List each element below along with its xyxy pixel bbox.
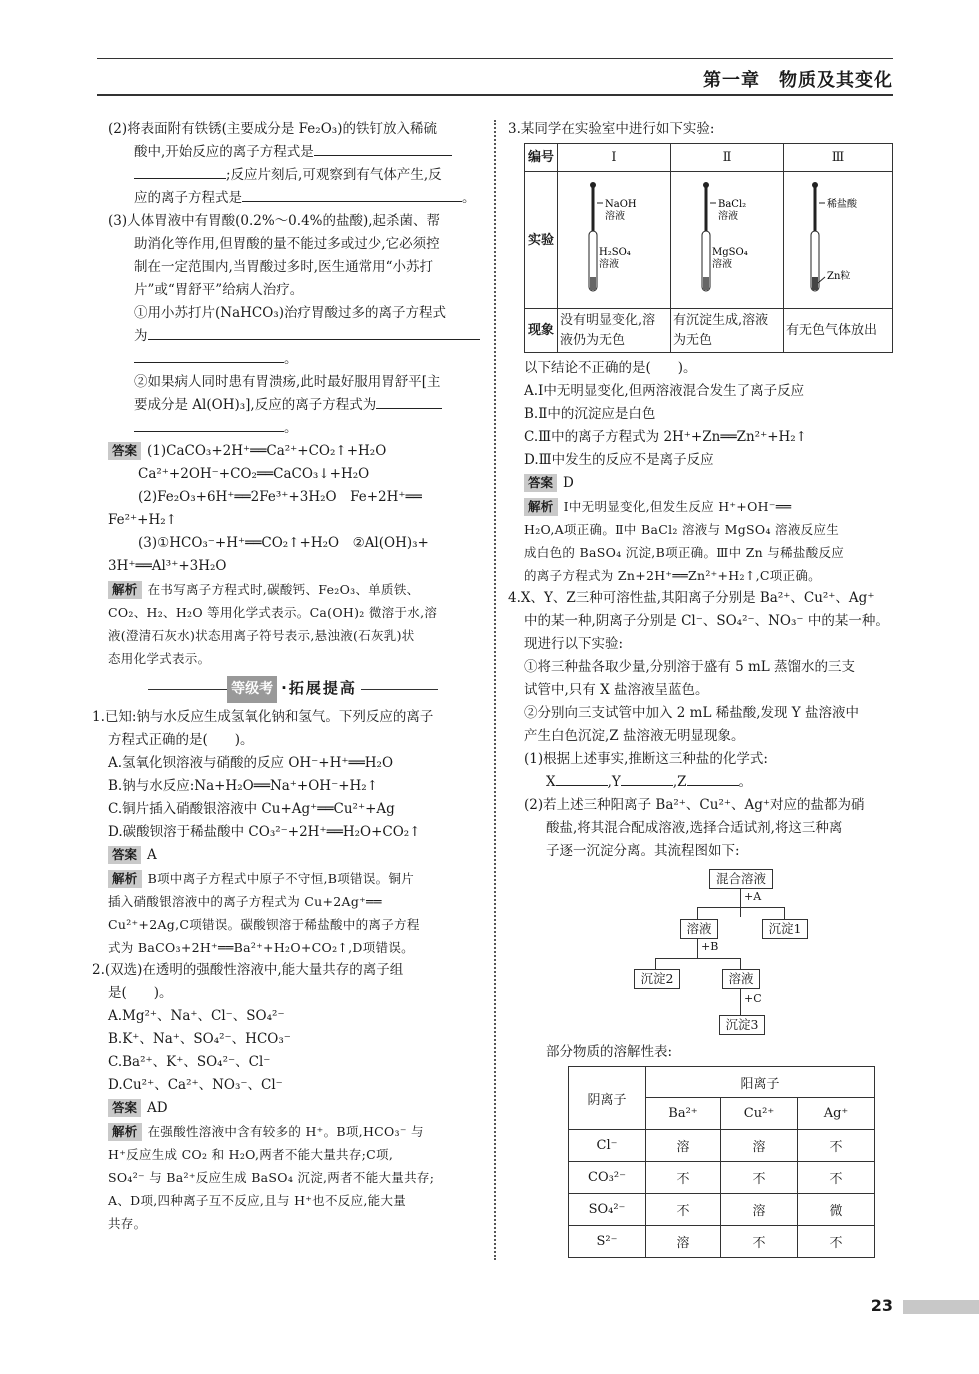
right-column: [508, 118, 893, 863]
option-c: C.铜片插入硝酸银溶液中 Cu+Ag⁺══Cu²⁺+Ag: [108, 801, 395, 817]
reagent-label: 溶液: [712, 259, 732, 270]
test-tube-illustration: [559, 173, 669, 299]
analysis-text: SO₄²⁻ 与 Ba²⁺反应生成 BaSO₄ 沉淀,两者不能大量共存;: [108, 1170, 435, 1185]
analysis-text: H⁺反应生成 CO₂ 和 H₂O,两者不能大量共存;C项,: [108, 1147, 394, 1162]
flow-line: [740, 889, 741, 917]
answer-text: Fe²⁺+H₂↑: [108, 512, 177, 528]
answer-blank[interactable]: [687, 771, 739, 786]
table-row: [569, 1194, 875, 1226]
q3-sub1-line2: 为: [134, 328, 148, 344]
cation-header: Cu²⁺: [721, 1098, 798, 1130]
answer-label: 答案: [524, 474, 557, 492]
analysis-text: 的离子方程式为 Zn+2H⁺══Zn²⁺+H₂↑,C项正确。: [524, 568, 821, 583]
problem-3-question: 以下结论不正确的是( )。: [524, 360, 697, 376]
q2-line4: 应的离子方程式是: [134, 190, 242, 206]
problem-4-line: 子逐一沉淀分离。其流程图如下:: [546, 843, 740, 859]
solubility-cell: 不: [646, 1162, 721, 1194]
anion-cell: Cl⁻: [569, 1130, 646, 1162]
solubility-cell: 微: [798, 1194, 875, 1226]
problem-4-line: ②分别向三支试管中加入 2 mL 稀盐酸,发现 Y 盐溶液中: [524, 705, 860, 721]
problem-4-line: 酸盐,将其混合配成溶液,选择合适试剂,将这三种离: [546, 820, 843, 836]
page-number-bar: [903, 1300, 979, 1314]
phenomenon-cell: 没有明显变化,溶液仍为无色: [558, 309, 671, 353]
page-number: 23: [870, 1296, 893, 1315]
flow-line: [784, 907, 785, 919]
anion-cell: S²⁻: [569, 1226, 646, 1258]
problem-2-line2: 是( )。: [108, 985, 173, 1001]
analysis-text: B项中离子方程式中原子不守恒,B项错误。铜片: [147, 871, 415, 886]
option-b: B.钠与水反应:Na+H₂O══Na⁺+OH⁻+H₂↑: [108, 778, 379, 794]
answer-blank[interactable]: [134, 348, 284, 363]
analysis-label: 解析: [524, 498, 558, 516]
flow-line: [655, 958, 656, 969]
option-b: B.Ⅱ中的沉淀应是白色: [524, 406, 656, 422]
q2-line3: ;反应片刻后,可观察到有气体产生,反: [226, 167, 442, 183]
phenomenon-cell: 有无色气体放出: [784, 309, 893, 353]
q2-text: (2)将表面附有铁锈(主要成分是 Fe₂O₃)的铁钉放入稀硫: [108, 121, 437, 137]
phenomenon-cell: 有沉淀生成,溶液为无色: [671, 309, 784, 353]
z-label: ,Z: [672, 774, 687, 790]
answer-blank[interactable]: [242, 187, 462, 202]
reagent-label: 溶液: [605, 211, 625, 222]
problem-1-line2: 方程式正确的是( )。: [108, 732, 254, 748]
q3-text: (3)人体胃液中有胃酸(0.2%～0.4%的盐酸),起杀菌、帮: [108, 213, 441, 229]
flow-box-solution: 溶液: [680, 919, 718, 939]
option-a: A.Mg²⁺、Na⁺、Cl⁻、SO₄²⁻: [108, 1008, 285, 1024]
anion-cell: CO₃²⁻: [569, 1162, 646, 1194]
test-tube-cell-2: [671, 172, 784, 309]
flow-box-solution: 溶液: [722, 969, 760, 989]
option-c: C.Ba²⁺、K⁺、SO₄²⁻、Cl⁻: [108, 1054, 271, 1070]
test-tube-cell-1: [558, 172, 671, 309]
analysis-text: Ⅰ中无明显变化,但发生反应 H⁺+OH⁻══: [563, 499, 792, 514]
answer-text: AD: [147, 1100, 168, 1116]
q3-line4: 片”或“胃舒平”给病人治疗。: [134, 282, 304, 298]
answer-text: D: [563, 475, 574, 491]
analysis-text: 共存。: [108, 1216, 147, 1231]
q3-sub2: ②如果病人同时患有胃溃疡,此时最好服用胃舒平[主: [134, 374, 441, 390]
reagent-label: MgSO₄: [712, 247, 748, 258]
answer-text: 3H⁺══Al³⁺+3H₂O: [108, 558, 227, 574]
table-row: [569, 1162, 875, 1194]
solubility-cell: 溶: [646, 1226, 721, 1258]
solubility-cell: 不: [646, 1194, 721, 1226]
option-b: B.K⁺、Na⁺、SO₄²⁻、HCO₃⁻: [108, 1031, 291, 1047]
answer-blank[interactable]: [148, 325, 480, 340]
flow-line: [697, 939, 698, 959]
table-header: Ⅰ: [558, 144, 671, 172]
solubility-cell: 不: [721, 1226, 798, 1258]
row-label: 实验: [525, 172, 558, 309]
answer-text: (1)CaCO₃+2H⁺══Ca²⁺+CO₂↑+H₂O: [147, 443, 387, 459]
answer-blank[interactable]: [621, 771, 673, 786]
q3-sub1: ①用小苏打片(NaHCO₃)治疗胃酸过多的离子方程式: [134, 305, 446, 321]
solubility-cell: 不: [721, 1162, 798, 1194]
flow-line: [697, 907, 785, 908]
problem-4-line: (1)根据上述事实,推断这三种盐的化学式:: [524, 751, 768, 767]
problem-3: 3.某同学在实验室中进行如下实验:: [508, 121, 715, 137]
cation-header: Ag⁺: [798, 1098, 875, 1130]
problem-4: 4.X、Y、Z三种可溶性盐,其阳离子分别是 Ba²⁺、Cu²⁺、Ag⁺: [508, 590, 875, 606]
answer-blank[interactable]: [376, 394, 442, 409]
reagent-label: 稀盐酸: [827, 199, 857, 210]
row-label: 现象: [525, 309, 558, 353]
analysis-text: 式为 BaCO₃+2H⁺══Ba²⁺+H₂O+CO₂↑,D项错误。: [108, 940, 414, 955]
analysis-label: 解析: [108, 581, 142, 599]
reagent-c-label: +C: [744, 992, 762, 1005]
analysis-label: 解析: [108, 870, 142, 888]
problem-4-line: 试管中,只有 X 盐溶液呈蓝色。: [524, 682, 709, 698]
table-header: 阳离子: [646, 1067, 875, 1098]
solubility-caption: 部分物质的溶解性表:: [546, 1044, 673, 1060]
flow-line: [740, 989, 741, 1015]
answer-text: (3)①HCO₃⁻+H⁺══CO₂↑+H₂O ②Al(OH)₃+: [138, 535, 429, 551]
answer-label: 答案: [108, 442, 141, 460]
left-column: (2)将表面附有铁锈(主要成分是 Fe₂O₃)的铁钉放入稀硫 酸中,开始反应的离子方程式是 ;反应片刻后,可观察到有气体产生,反 应的离子方程式是 。 (3)人体胃液中有胃酸(0.2%～0.4%的盐酸),起杀菌、帮 助消化等作用,但胃酸的量不能过多或过少,它必须控 制在一定范围内,当胃酸过多时,医生通常用“小苏打 片”或“胃舒平”给病人治疗。 ①用小苏打片(NaHCO₃)治疗胃酸过多的离子方程式 为 。 ②如果病人同时患有胃溃疡,此时最好服用胃舒平[主 要成分是 Al(OH)₃],反应的离子方程式为 。 答案 (1)CaCO₃+2H⁺══Ca²⁺+CO₂↑+H₂O Ca²⁺+2OH⁻+CO₂══CaCO₃↓+H₂O (2)Fe₂O₃+6H⁺══2Fe³⁺+3H₂O Fe+2H⁺══ Fe²⁺+H₂↑ (3)①HCO₃⁻+H⁺══CO₂↑+H₂O ②Al(OH)₃+ 3H⁺══Al³⁺+3H₂O 解析 在书写离子方程式时,碳酸钙、Fe₂O₃、单质铁、 CO₂、H₂、H₂O 等用化学式表示。Ca(OH)₂ 微溶于水,溶 液(澄清石灰水)状态用离子符号表示,悬浊液(石灰乳)状 态用化学式表示。 等级考 ·拓展提高 1.已知:钠与水反应生成氢氧化钠和氢气。下列反应的离子 方程式正确的是( )。 A.氢氧化钡溶液与硝酸的反应 OH⁻+H⁺══H₂O B.钠与水反应:Na+H₂O══Na⁺+OH⁻+H₂↑ C.铜片插入硝酸银溶液中 Cu+Ag⁺══Cu²⁺+Ag D.碳酸钡溶于稀盐酸中 CO₃²⁻+2H⁺══H₂O+CO₂↑ 答案 A 解析 B项中离子方程式中原子不守恒,B项错误。铜片 插入硝酸银溶液中的离子方程式为 Cu+2Ag⁺══ Cu²⁺+2Ag,C项错误。碳酸钡溶于稀盐酸中的离子方程 式为 BaCO₃+2H⁺══Ba²⁺+H₂O+CO₂↑,D项错误。 2.(双选)在透明的强酸性溶液中,能大量共存的离子组 是( )。 A.Mg²⁺、Na⁺、Cl⁻、SO₄²⁻ B.K⁺、Na⁺、SO₄²⁻、HCO₃⁻ C.Ba²⁺、K⁺、SO₄²⁻、Cl⁻ D.Cu²⁺、Ca²⁺、NO₃⁻、Cl⁻ 答案 AD 解析 在强酸性溶液中含有较多的 H⁺。B项,HCO₃⁻ 与 H⁺反应生成 CO₂ 和 H₂O,两者不能大量共存;C项, SO₄²⁻ 与 Ba²⁺反应生成 BaSO₄ 沉淀,两者不能大量共存; A、D项,四种离子互不反应,且与 H⁺也不反应,能大量 共存。: [108, 118, 480, 1235]
problem-1: 1.已知:钠与水反应生成氢氧化钠和氢气。下列反应的离子: [92, 709, 434, 725]
analysis-text: 成白色的 BaSO₄ 沉淀,B项正确。Ⅲ中 Zn 与稀盐酸反应: [524, 545, 845, 560]
flow-box-precipitate-2: 沉淀2: [634, 969, 680, 989]
anion-cell: SO₄²⁻: [569, 1194, 646, 1226]
answer-blank[interactable]: [314, 141, 452, 156]
answer-label: 答案: [108, 1099, 141, 1117]
analysis-text: Cu²⁺+2Ag,C项错误。碳酸钡溶于稀盐酸中的离子方程: [108, 917, 420, 932]
q3-sub2-line2: 要成分是 Al(OH)₃],反应的离子方程式为: [134, 397, 377, 413]
option-d: D.碳酸钡溶于稀盐酸中 CO₃²⁻+2H⁺══H₂O+CO₂↑: [108, 824, 421, 840]
solubility-cell: 不: [798, 1226, 875, 1258]
analysis-text: 在强酸性溶液中含有较多的 H⁺。B项,HCO₃⁻ 与: [147, 1124, 424, 1139]
analysis-text: CO₂、H₂、H₂O 等用化学式表示。Ca(OH)₂ 微溶于水,溶: [108, 605, 438, 620]
solubility-cell: 溶: [721, 1130, 798, 1162]
reagent-label: 溶液: [599, 259, 619, 270]
analysis-text: A、D项,四种离子互不反应,且与 H⁺也不反应,能大量: [108, 1193, 407, 1208]
test-tube-illustration: [785, 173, 891, 299]
chapter-title: 第一章 物质及其变化: [703, 70, 893, 91]
answer-blank[interactable]: [556, 771, 608, 786]
option-a: A.氢氧化钡溶液与硝酸的反应 OH⁻+H⁺══H₂O: [108, 755, 394, 771]
analysis-label: 解析: [108, 1123, 142, 1141]
cation-header: Ba²⁺: [646, 1098, 721, 1130]
table-header: 编号: [525, 144, 558, 172]
solubility-table: [568, 1066, 875, 1258]
q3-line3: 制在一定范围内,当胃酸过多时,医生通常用“小苏打: [134, 259, 433, 275]
analysis-text: 在书写离子方程式时,碳酸钙、Fe₂O₃、单质铁、: [147, 582, 420, 597]
reagent-label: 溶液: [718, 211, 738, 222]
flow-box-precipitate-3: 沉淀3: [719, 1015, 765, 1035]
problem-4-line: 现进行以下实验:: [524, 636, 624, 652]
analysis-text: 液(澄清石灰水)状态用离子符号表示,悬浊液(石灰乳)状: [108, 628, 415, 643]
solubility-cell: 溶: [646, 1130, 721, 1162]
reagent-b-label: +B: [701, 940, 719, 953]
column-divider: [494, 120, 496, 1260]
problem-4-line: 产生白色沉淀,Z 盐溶液无明显现象。: [524, 728, 745, 744]
section-title: ·拓展提高: [277, 679, 361, 697]
problem-4-line: ①将三种盐各取少量,分别溶于盛有 5 mL 蒸馏水的三支: [524, 659, 856, 675]
test-tube-cell-3: [784, 172, 893, 309]
header-top-rule: [97, 58, 893, 59]
answer-text: A: [147, 847, 157, 863]
option-c: C.Ⅲ中的离子方程式为 2H⁺+Zn══Zn²⁺+H₂↑: [524, 429, 807, 445]
solubility-cell: 溶: [721, 1194, 798, 1226]
option-a: A.Ⅰ中无明显变化,但两溶液混合发生了离子反应: [524, 383, 805, 399]
problem-4-body: [508, 610, 893, 863]
test-tube-illustration: [672, 173, 782, 299]
table-header: Ⅲ: [784, 144, 893, 172]
solubility-cell: 不: [798, 1162, 875, 1194]
problem-4-line: 中的某一种,阴离子分别是 Cl⁻、SO₄²⁻、NO₃⁻ 中的某一种。: [524, 613, 889, 629]
xyz-blanks: [524, 771, 893, 794]
problem-4-line: (2)若上述三种阳离子 Ba²⁺、Cu²⁺、Ag⁺对应的盐都为硝: [524, 797, 865, 813]
answer-label: 答案: [108, 846, 141, 864]
header-bottom-rule: [97, 94, 893, 96]
reagent-a-label: +A: [744, 890, 762, 903]
analysis-text: H₂O,A项正确。Ⅱ中 BaCl₂ 溶液与 MgSO₄ 溶液反应生: [524, 522, 840, 537]
answer-blank[interactable]: [134, 417, 284, 432]
analysis-text: 插入硝酸银溶液中的离子方程式为 Cu+2Ag⁺══: [108, 894, 382, 909]
table-header: 阴离子: [569, 1067, 646, 1130]
section-header: [108, 676, 480, 702]
experiment-table: [524, 143, 893, 353]
table-row: [569, 1226, 875, 1258]
reagent-label: NaOH: [605, 199, 637, 210]
flow-line: [697, 907, 698, 919]
answer-text: (2)Fe₂O₃+6H⁺══2Fe³⁺+3H₂O Fe+2H⁺══: [138, 489, 422, 505]
answer-text: Ca²⁺+2OH⁻+CO₂══CaCO₃↓+H₂O: [138, 466, 370, 482]
flow-box-mix: 混合溶液: [709, 869, 773, 889]
flow-line: [655, 958, 741, 959]
table-row: [569, 1130, 875, 1162]
section-badge: 等级考: [227, 676, 277, 703]
solubility-cell: 不: [798, 1130, 875, 1162]
period: 。: [738, 774, 753, 790]
problem-3-options: [508, 357, 893, 587]
analysis-text: 态用化学式表示。: [108, 651, 211, 666]
table-header: Ⅱ: [671, 144, 784, 172]
x-label: X: [546, 774, 556, 790]
flow-box-precipitate-1: 沉淀1: [762, 919, 808, 939]
answer-blank[interactable]: [134, 164, 226, 179]
q2-line2: 酸中,开始反应的离子方程式是: [134, 144, 314, 160]
option-d: D.Ⅲ中发生的反应不是离子反应: [524, 452, 714, 468]
flow-line: [740, 958, 741, 969]
reagent-label: BaCl₂: [718, 199, 747, 210]
y-label: ,Y: [607, 774, 621, 790]
problem-2: 2.(双选)在透明的强酸性溶液中,能大量共存的离子组: [92, 962, 404, 978]
q3-line2: 助消化等作用,但胃酸的量不能过多或过少,它必须控: [134, 236, 440, 252]
reagent-label: Zn粒: [827, 271, 851, 282]
reagent-label: H₂SO₄: [599, 247, 631, 258]
option-d: D.Cu²⁺、Ca²⁺、NO₃⁻、Cl⁻: [108, 1077, 283, 1093]
